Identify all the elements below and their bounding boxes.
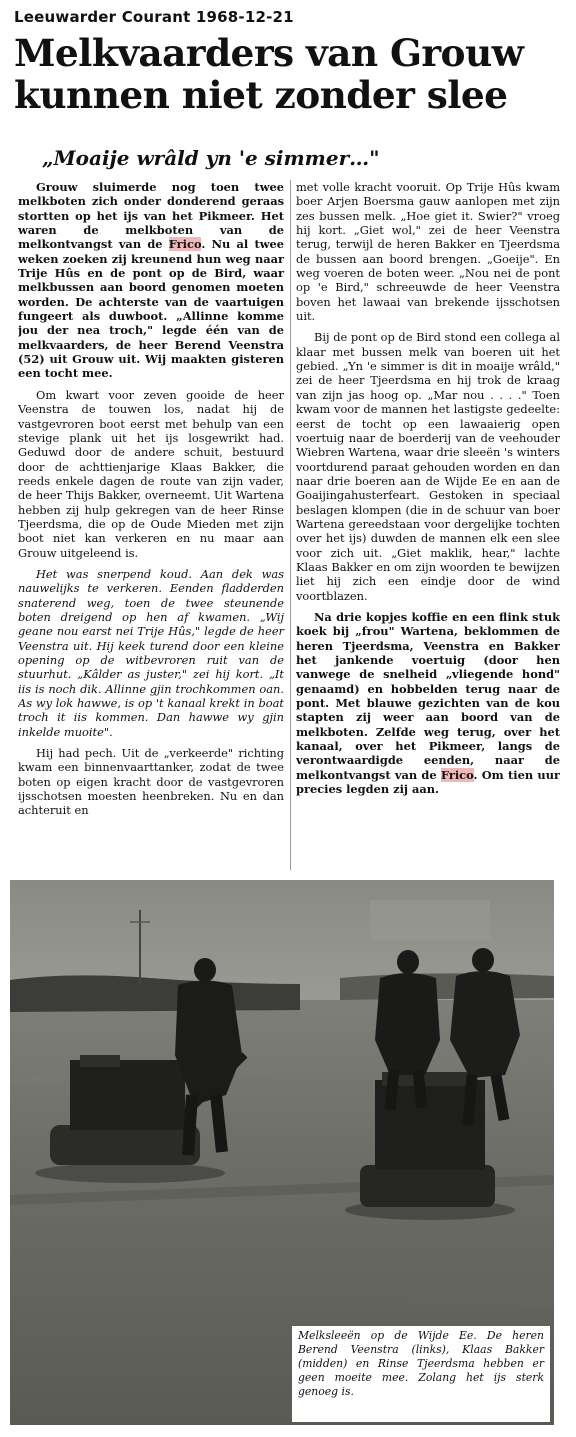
italic-paragraph: Het was snerpend koud. Aan dek was nauwelijks te verkeren. Eenden fladderden snaterend weg, toen de twee steunende boten dreigend op hen af kwamen. „Wij geane nou earst nei Trije Hûs," legde de heer Veenstra uit. Hij keek turend door een kleine opening op de witbevroren ruit van de stuurhut. „Kâlder as juster," zei hij kort. „It iis is noch dik. Allinne gjin trochkommen oan. As wy lok hawwe, is op 't kanaal krekt in boat troch it iis kommen. Dan hawwe wy gjin inkelde muoite". <box>18 566 284 739</box>
highlighted-term: Frico <box>168 237 202 252</box>
photo-caption: Melksleeën op de Wijde Ee. De heren Berend Veenstra (links), Klaas Bakker (midden) en Rinse Tjeerdsma hebben er geen moeite mee. Zolang het ijs sterk genoeg is. <box>292 1326 550 1422</box>
lead-text-a: Grouw sluimerde nog toen twee melkboten zich onder donderend geraas stortten op het ijs van het Pikmeer. Het waren de melkboten van de melkontvangst van de <box>18 180 284 252</box>
closing-text-a: Na drie kopjes koffie en een flink stuk koek bij „frou" Wartena, beklommen de heren Tjeerdsma, Veenstra en Bakker het jankende voertuig (door hen vanwege de snelheid „vliegende hond" genaamd) en hobbelden terug naar de pont. Met blauwe gezichten van de kou stapten zij weer aan boord van de melkboten. Zelfde weg terug, over het kanaal, over het Pikmeer, langs de verontwaardigde eenden, naar de melkontvangst van de <box>296 609 560 782</box>
lead-paragraph <box>18 180 284 381</box>
highlighted-term: Frico <box>440 767 474 782</box>
article-column-right <box>296 180 560 870</box>
closing-paragraph <box>296 610 560 796</box>
subheadline: „Moaije wrâld yn 'e simmer…" <box>42 146 380 170</box>
headline-line-1: Melkvaarders van Grouw <box>14 31 524 75</box>
headline-line-2: kunnen niet zonder slee <box>14 73 508 117</box>
paragraph: Om kwart voor zeven gooide de heer Veenstra de touwen los, nadat hij de vastgevroren boot eerst met behulp van een stevige plank uit het ijs losgewrikt had. Geduwd door de andere schuit, bestuurd door de achttienjarige Klaas Bakker, die reeds enkele dagen de route van zijn vader, de heer Thijs Bakker, overneemt. Uit Wartena hebben zij hulp gekregen van de heer Rinse Tjeerdsma, die op de Oude Mieden met zijn boot niet kan verkeren en nu maar aan Grouw uitgeleend is. <box>18 387 284 560</box>
headline <box>14 32 566 116</box>
paragraph: Bij de pont op de Bird stond een collega al klaar met bussen melk van boeren uit het gebied. „Yn 'e simmer is dit in moaije wrâld," zei de heer Tjeerdsma en hij trok de kraag van zijn jas hoog op. „Mar nou . . . ." Toen kwam voor de mannen het lastigste gedeelte: eerst de tocht op een lawaaierig open voertuig naar de boerderij van de veehouder Wiebren Wartena, waar drie sleeën 's winters voortdurend paraat gehouden worden en dan naar drie boeren aan de Wijde Ee en aan de Goaijingahusterfeart. Gestoken in speciaal beslagen klompen (die in de schuur van boer Wartena gereedstaan voor dergelijke tochten over het ijs) duwden de mannen elk een slee voor zich uit. „Giet maklik, hear," lachte Klaas Bakker en om zijn woorden te bewijzen liet hij zich een eindje door de wind voortblazen. <box>296 330 560 603</box>
closing-text-b: . Om tien uur precies legden zij aan. <box>296 767 560 797</box>
paragraph: met volle kracht vooruit. Op Trije Hûs kwam boer Arjen Boersma gauw aanlopen met zijn zes bussen melk. „Hoe giet it. Swier?" vroeg hij kort. „Giet wol," zei de heer Veenstra terug, terwijl de heren Bakker en Tjeerdsma de bussen aan boord brengen. „Goeije". En weg voeren de boten weer. „Nou nei de pont op 'e Bird," schreeuwde de heer Veenstra boven het lawaai van brekende ijsschotsen uit. <box>296 180 560 324</box>
lead-text-b: . Nu al twee weken zoeken zij kreunend hun weg naar Trije Hûs en de pont op de Bird, waar melkbussen aan boord genomen moeten worden. De achterste van de vaartuigen fungeert als duwboot. „Allinne komme jou der nea troch," legde één van de melkvaarders, de heer Berend Veenstra (52) uit Grouw uit. Wij maakten gisteren een tocht mee. <box>18 237 285 381</box>
paragraph: Hij had pech. Uit de „verkeerde" richting kwam een binnenvaarttanker, zodat de twee boten op eigen kracht door de vastgevroren ijsschotsen moesten heenbreken. Nu en dan achteruit en <box>18 746 284 818</box>
article-column-left <box>18 180 291 870</box>
newspaper-source-label: Leeuwarder Courant 1968-12-21 <box>14 8 294 26</box>
